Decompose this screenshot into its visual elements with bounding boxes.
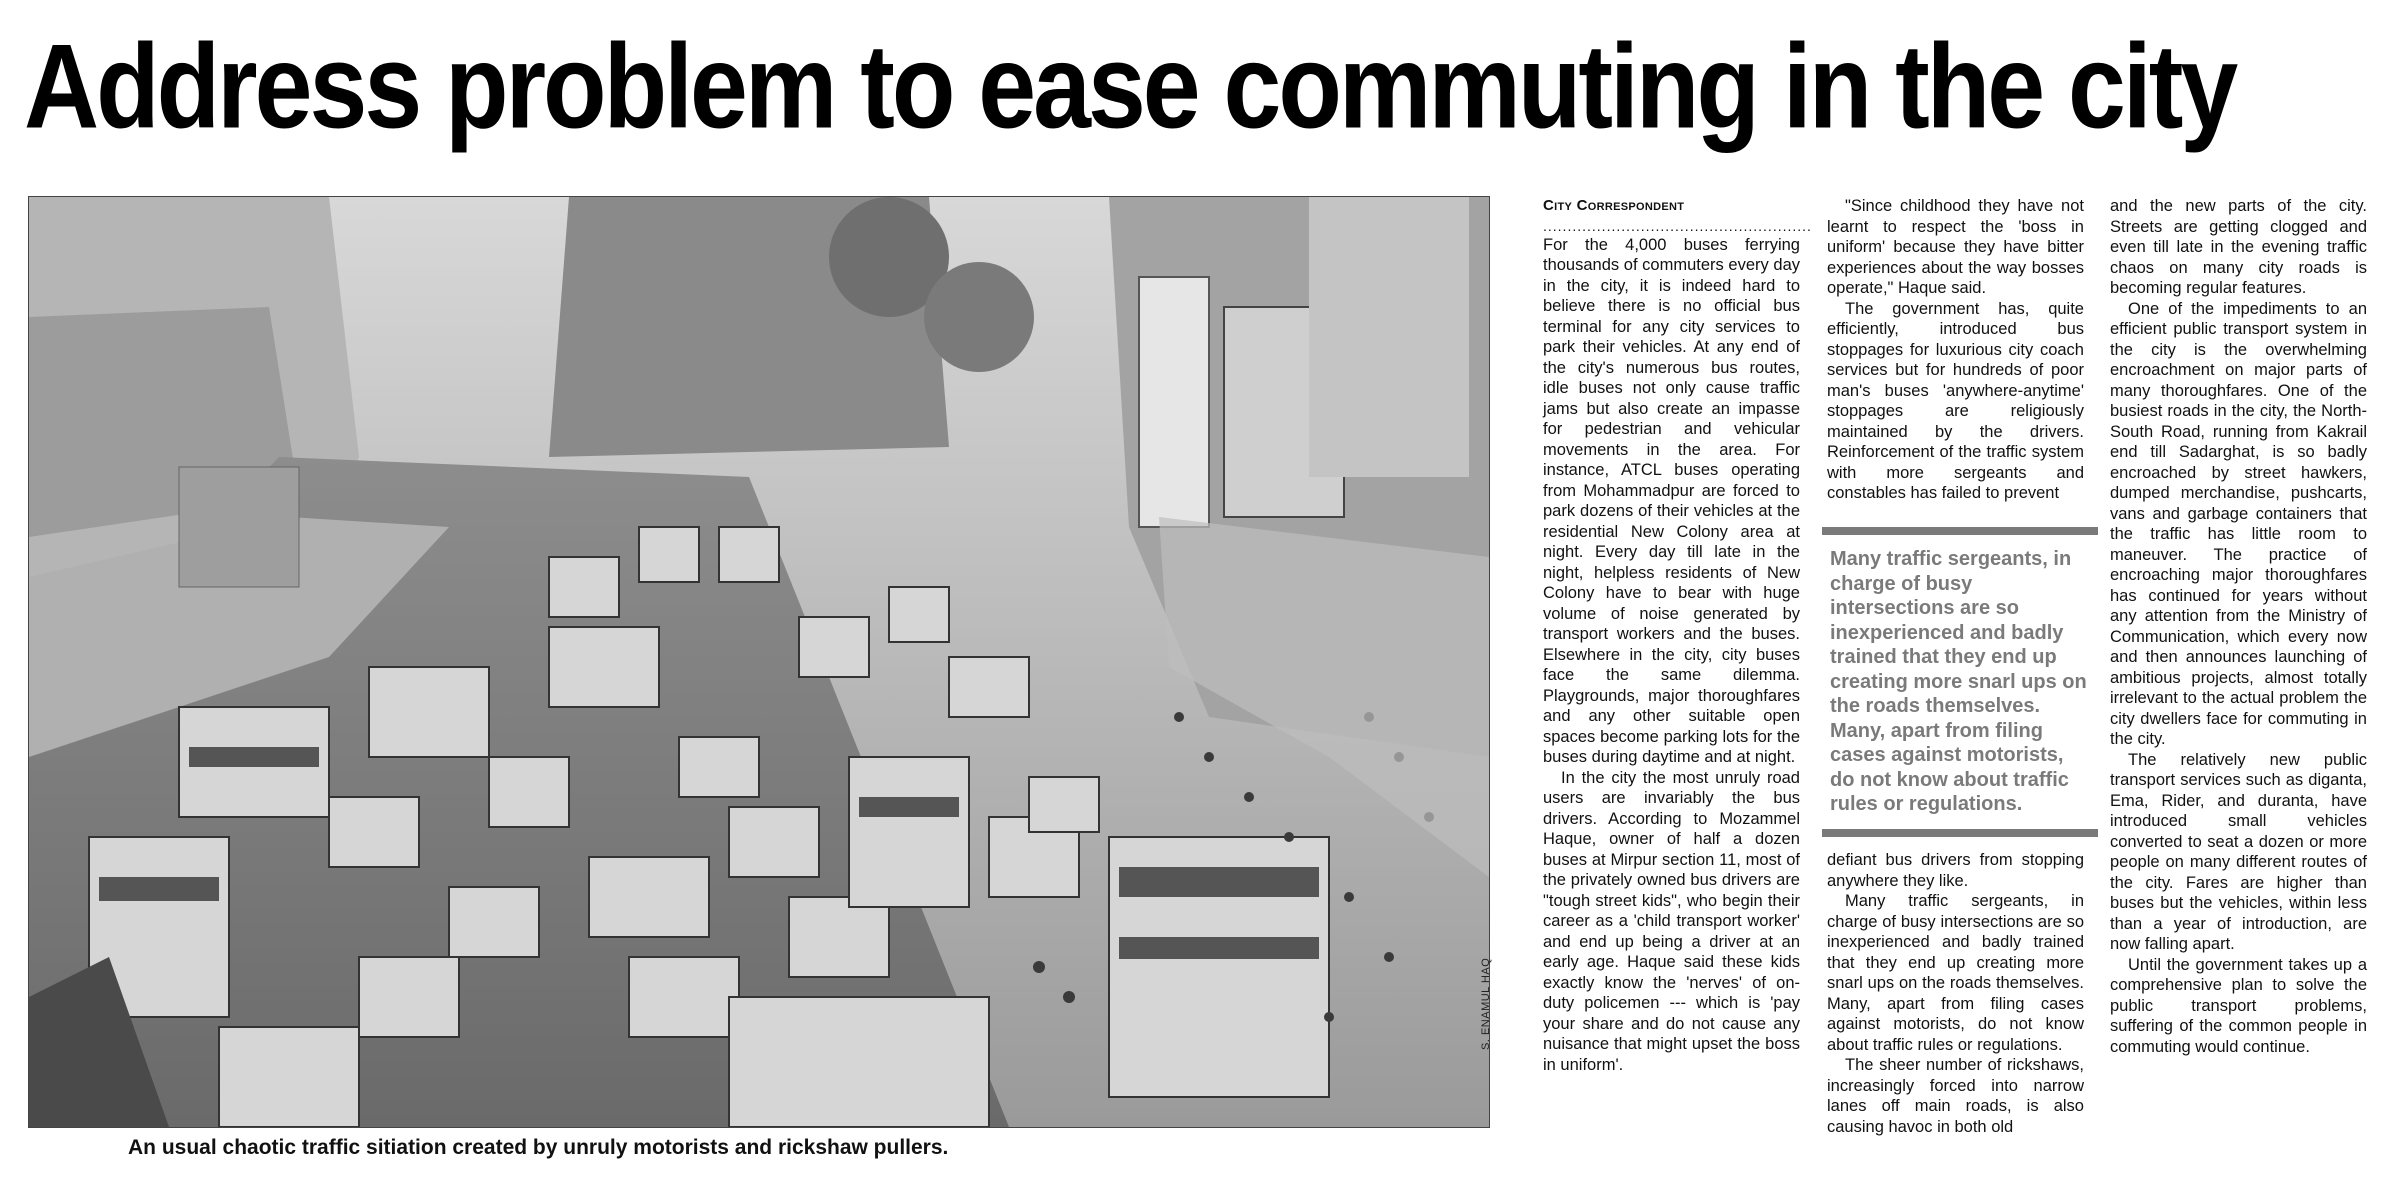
byline-divider: ....................................................... [1543, 217, 1812, 234]
pull-quote [1822, 527, 2098, 837]
paragraph: The relatively new public transport services such as diganta, Ema, Rider, and duranta, have introduced small vehicles converted to seat a dozen or more people on many different routes of the city. Fares are higher than buses but the vehicles, within less than a year of introduction, are now falling apart. [2110, 750, 2367, 953]
paragraph: The government has, quite efficiently, introduced bus stoppages for luxurious city coach services but for hundreds of poor man's buses 'anywhere-anytime' stoppages are religiously maintained by the drivers. Reinforcement of the traffic system with more sergeants and constables has failed to prevent [1827, 299, 2084, 502]
pull-quote-text: Many traffic sergeants, in charge of busy intersections are so inexperienced and badly trained that they end up creating more snarl ups on the roads themselves. Many, apart from filing cases against motorists, do not know about traffic rules or regulations. [1830, 548, 2087, 815]
paragraph: The sheer number of rickshaws, increasingly forced into narrow lanes off main roads, is also causing havoc in both old [1827, 1056, 2084, 1136]
article-column-2-bottom [1827, 850, 2084, 1137]
paragraph: One of the impediments to an efficient public transport system in the city is the overwhelming encroachment on major parts of many thoroughfares. One of the busiest roads in the city, the North-South Road, running from Kakrail end till Sadarghat, is so badly encroached by street hawkers, dumped merchandise, pushcarts, vans and garbage containers that the traffic has little room to maneuver. The practice of encroaching major thoroughfares has continued for years without any attention from the Ministry of Communication, which every now and then announces launching of ambitious projects, almost totally irrelevant to the actual problem the city dwellers face for commuting in the city. [2110, 299, 2367, 748]
article-column-2-top [1827, 196, 2084, 504]
byline: City Correspondent [1543, 197, 1685, 214]
headline: Address problem to ease commuting in the city [24, 20, 2236, 154]
paragraph: Many traffic sergeants, in charge of busy intersections are so inexperienced and badly trained that they end up creating more snarl ups on the roads themselves. Many, apart from filing cases against motorists, do not know about traffic rules or regulations. [1827, 892, 2084, 1054]
paragraph: In the city the most unruly road users are invariably the bus drivers. According to Mozammel Haque, owner of half a dozen buses at Mirpur section 11, most of the privately owned bus drivers are "tough street kids", who begin their career as a 'child transport worker' and end up being a driver at an early age. Haque said these kids exactly know the 'nerves' of on-duty policemen --- which is 'pay your share and do not cause any nuisance that might upset the boss in uniform'. [1543, 768, 1800, 1074]
photo-credit: S. ENAMUL HAQ [1480, 957, 1492, 1050]
paragraph: defiant bus drivers from stopping anywhere they like. [1827, 851, 2084, 890]
photo-caption: An usual chaotic traffic sitiation created by unruly motorists and rickshaw pullers. [128, 1136, 949, 1159]
paragraph: "Since childhood they have not learnt to respect the 'boss in uniform' because they have bitter experiences about the way bosses operate," Haque said. [1827, 197, 2084, 297]
article-column-3 [2110, 196, 2367, 1057]
article-column-1 [1543, 196, 1812, 1075]
paragraph: Until the government takes up a comprehensive plan to solve the public transport problems, suffering of the common people in commuting would continue. [2110, 955, 2367, 1056]
paragraph: For the 4,000 buses ferrying thousands of commuters every day in the city, it is indeed hard to believe there is no official bus terminal for any city services to park their vehicles. At any end of the city's numerous bus routes, idle buses not only cause traffic jams but also create an impasse for pedestrian and vehicular movements in the area. For instance, ATCL buses operating from Mohammadpur are forced to park dozens of their vehicles at the residential New Colony area at night. Every day till late in the night, helpless residents of New Colony have to bear with huge volume of noise generated by transport workers and the buses. Elsewhere in the city, city buses face the same dilemma. Playgrounds, major thoroughfares and any other suitable open spaces become parking lots for the buses during daytime and at night. [1543, 235, 1800, 766]
traffic-photo [28, 196, 1490, 1128]
paragraph: and the new parts of the city. Streets are getting clogged and even till late in the evening traffic chaos on many city roads is becoming regular features. [2110, 197, 2367, 297]
